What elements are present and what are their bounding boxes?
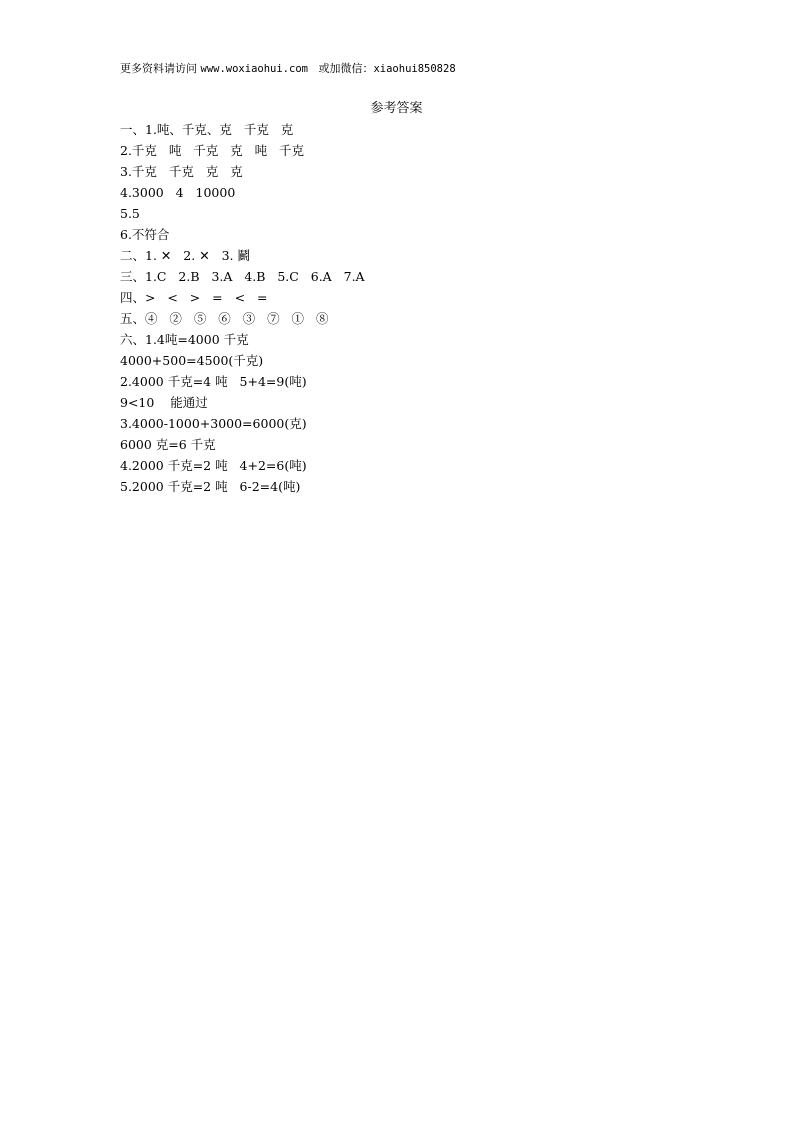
- answer-line-section-5: 五、④ ② ⑤ ⑥ ③ ⑦ ① ⑧: [120, 311, 329, 326]
- answer-line-section-1-q5: 5.5: [120, 206, 140, 221]
- answer-line-section-6-q2-conclusion: 9<10 能通过: [120, 395, 208, 410]
- answer-line-section-1-q6: 6.不符合: [120, 227, 170, 242]
- page-header: [120, 61, 456, 77]
- answer-line-section-1-q3: 3.千克 千克 克 克: [120, 164, 243, 179]
- answer-line-section-4: 四、> < > = < =: [120, 290, 268, 305]
- answer-line-section-1-q4: 4.3000 4 10000: [120, 185, 236, 200]
- header-wechat-id: xiaohui850828: [373, 63, 456, 75]
- answer-line-section-2: 二、1. ✕ 2. ✕ 3. 鬬: [120, 248, 250, 263]
- document-title: 参考答案: [370, 101, 423, 116]
- answer-line-section-6-q1: 六、1.4吨=4000 千克: [120, 332, 249, 347]
- header-website: www.woxiaohui.com: [200, 63, 308, 75]
- answer-line-section-6-q1-calc: 4000+500=4500(千克): [120, 353, 264, 368]
- header-visit-label: 更多资料请访问: [120, 62, 201, 75]
- answer-line-section-6-q4: 4.2000 千克=2 吨 4+2=6(吨): [120, 458, 307, 473]
- document-title-row: [0, 100, 793, 118]
- answer-line-section-1-q1: 一、1.吨、千克、克 千克 克: [120, 122, 294, 137]
- answer-line-section-6-q3-result: 6000 克=6 千克: [120, 437, 216, 452]
- header-wechat-label: 或加微信：: [307, 62, 374, 75]
- answer-line-section-3: 三、1.C 2.B 3.A 4.B 5.C 6.A 7.A: [120, 269, 365, 284]
- answer-line-section-6-q5: 5.2000 千克=2 吨 6-2=4(吨): [120, 479, 301, 494]
- answer-list: [120, 119, 365, 497]
- answer-line-section-1-q2: 2.千克 吨 千克 克 吨 千克: [120, 143, 305, 158]
- answer-line-section-6-q2: 2.4000 千克=4 吨 5+4=9(吨): [120, 374, 307, 389]
- answer-line-section-6-q3: 3.4000-1000+3000=6000(克): [120, 416, 307, 431]
